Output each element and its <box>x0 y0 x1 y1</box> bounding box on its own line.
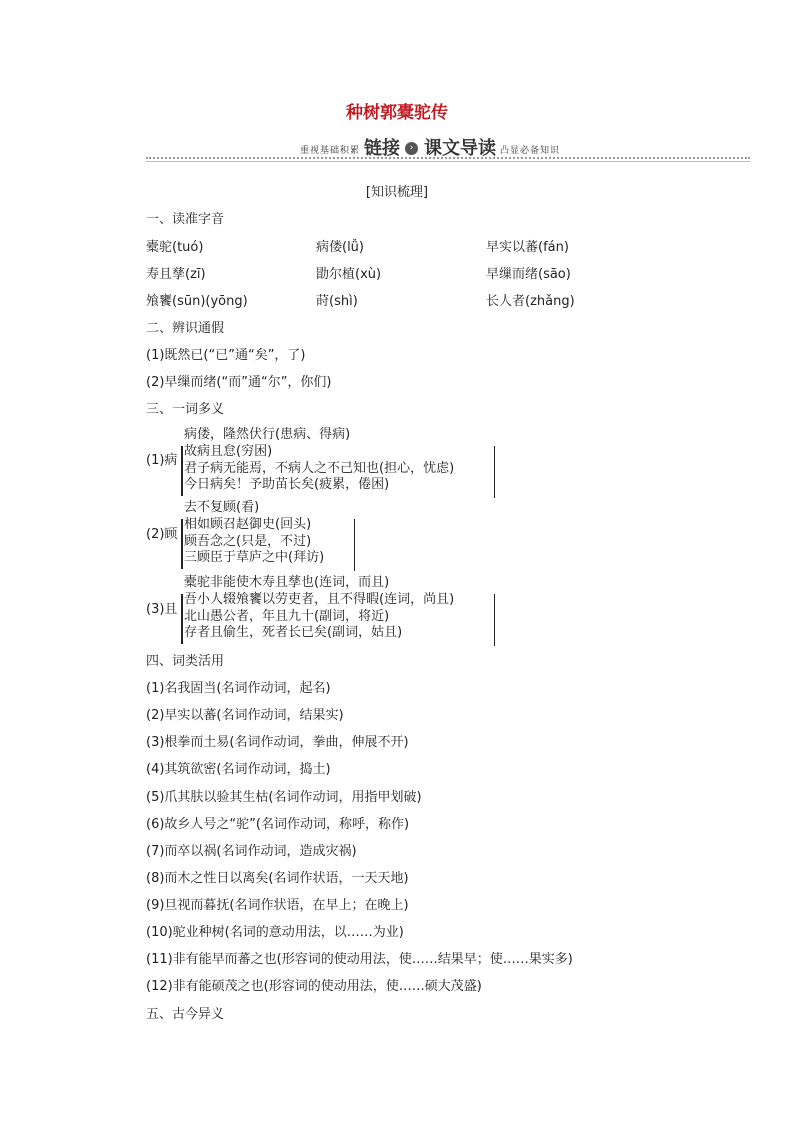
usage-item: (12)非有能硕茂之也(形容词的使动用法，使……硕大茂盛) <box>146 979 482 994</box>
usage-item: (4)其筑欲密(名词作动词，捣土) <box>146 762 331 777</box>
dotted-divider <box>146 157 750 159</box>
page-title: 种树郭橐驼传 <box>346 103 448 123</box>
polysemy-group-gu <box>184 500 324 567</box>
usage-item: (8)而木之性日以离矣(名词作状语，一天天地) <box>146 871 409 886</box>
usage-item: (6)故乡人号之“驼”(名词作动词，称呼，称作) <box>146 817 410 832</box>
tongjia-item: (1)既然已(“已”通“矣”，了) <box>146 348 306 363</box>
section-1-heading: 一、读准字音 <box>146 212 225 227</box>
polysemy-group-qie <box>184 575 454 642</box>
right-brace <box>494 594 495 646</box>
polysemy-line: 橐驼非能使木寿且孳也(连词，而且) <box>184 575 390 590</box>
pron-item: 莳(shì) <box>316 294 358 309</box>
usage-item: (11)非有能早而蕃之也(形容词的使动用法，使……结果早；使……果实多) <box>146 952 573 967</box>
section-4-heading: 四、词类活用 <box>146 654 225 669</box>
usage-item: (10)驼业种树(名词的意动用法，以……为业) <box>146 925 404 940</box>
section-3-heading: 三、一词多义 <box>146 402 225 417</box>
chevron-right-icon: › <box>405 142 418 155</box>
section-2-heading: 二、辨识通假 <box>146 321 225 336</box>
pron-item: 勖尔植(xù) <box>316 267 382 282</box>
section-5-heading: 五、古今异义 <box>146 1007 225 1022</box>
pron-item: 病偻(lǚ) <box>316 240 364 255</box>
polysemy-line: 故病且怠(穷困) <box>184 443 273 459</box>
polysemy-line: 去不复顾(看) <box>184 500 260 515</box>
pron-item: 寿且孳(zī) <box>146 267 206 282</box>
polysemy-label: (1)病 <box>146 453 178 468</box>
pron-item: 飧饔(sūn)(yōng) <box>146 294 248 309</box>
left-brace <box>181 446 183 496</box>
right-brace <box>494 446 495 498</box>
left-brace <box>181 594 183 644</box>
polysemy-line: 吾小人辍飧饔以劳吏者，且不得暇(连词，尚且) <box>184 591 455 607</box>
knowledge-heading: [知识梳理] <box>365 185 429 200</box>
polysemy-group-bing <box>184 427 454 494</box>
tongjia-item: (2)早缫而绪(“而”通“尔”，你们) <box>146 375 332 390</box>
pron-item: 长人者(zhǎng) <box>486 294 575 309</box>
right-brace <box>354 519 355 571</box>
solid-divider <box>146 161 750 162</box>
polysemy-line: 今日病矣！予助苗长矣(疲累，倦困) <box>184 477 390 493</box>
banner-left-caption: 重视基础积累 <box>300 146 361 156</box>
usage-item: (9)旦视而暮抚(名词作状语，在早上；在晚上) <box>146 898 409 913</box>
polysemy-line: 病偻，隆然伏行(患病、得病) <box>184 427 351 442</box>
polysemy-line: 顾吾念之(只是，不过) <box>184 533 312 549</box>
polysemy-line: 相如顾召赵御史(回头) <box>184 516 312 532</box>
banner-right-caption: 凸显必备知识 <box>500 146 561 156</box>
polysemy-label: (2)顾 <box>146 527 178 542</box>
polysemy-label: (3)且 <box>146 602 178 617</box>
banner-right-title: 课文导读 <box>424 138 497 159</box>
polysemy-line: 存者且偷生，死者长已矣(副词，姑且) <box>184 625 403 641</box>
pron-item: 早缫而绪(sāo) <box>486 267 571 282</box>
pron-item: 早实以蕃(fán) <box>486 240 569 255</box>
left-brace <box>181 519 183 569</box>
polysemy-line: 北山愚公者，年且九十(副词，将近) <box>184 608 390 624</box>
polysemy-line: 君子病无能焉，不病人之不己知也(担心，忧虑) <box>184 460 455 476</box>
banner-left-title: 链接 <box>364 138 401 159</box>
usage-item: (7)而卒以祸(名词作动词，造成灾祸) <box>146 844 357 859</box>
polysemy-line: 三顾臣于草庐之中(拜访) <box>184 550 325 566</box>
pron-item: 橐驼(tuó) <box>146 240 204 255</box>
usage-item: (2)早实以蕃(名词作动词，结果实) <box>146 708 344 723</box>
usage-item: (1)名我固当(名词作动词，起名) <box>146 681 331 696</box>
usage-item: (5)爪其肤以验其生枯(名词作动词，用指甲划破) <box>146 790 422 805</box>
usage-item: (3)根拳而土易(名词作动词，拳曲，伸展不开) <box>146 735 409 750</box>
